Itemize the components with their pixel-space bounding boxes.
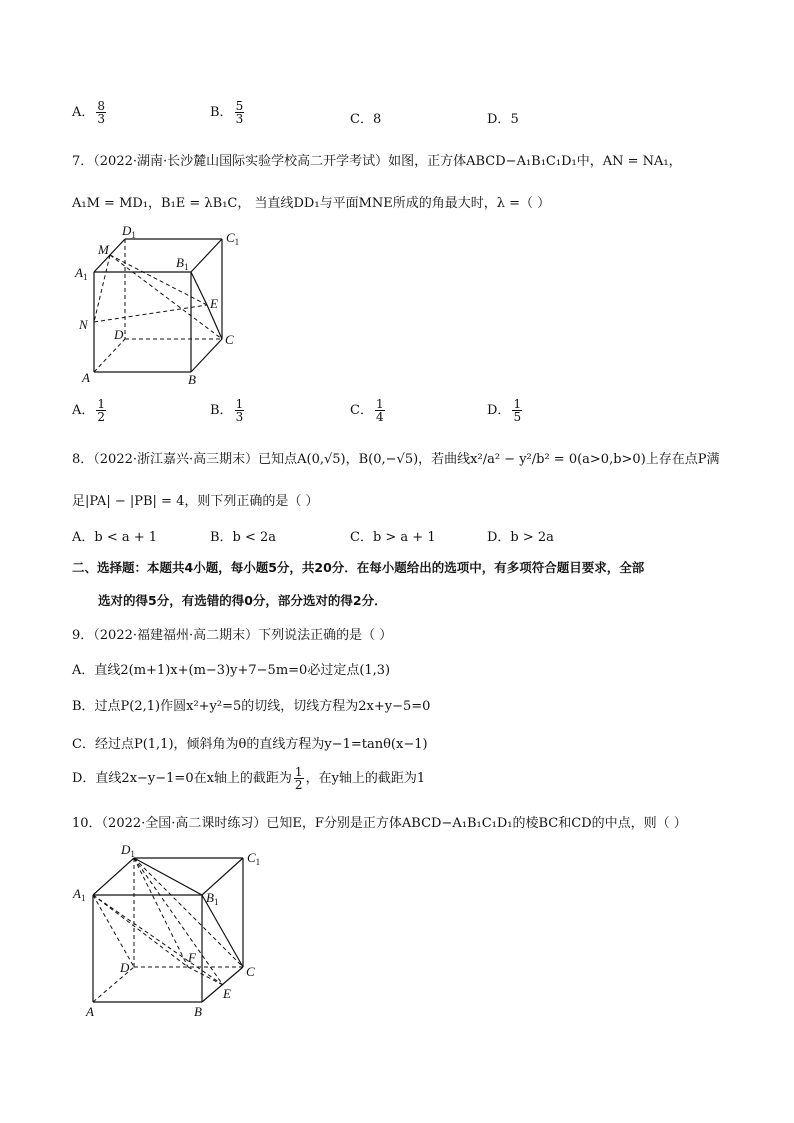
q7-label-c1: $C_1$ [226,230,240,247]
q10-label-d1: $D_1$ [121,842,135,859]
q10-stem: 10．（2022·全国·高二课时练习）已知E，F分别是正方体ABCD−A₁B₁C₁D₁的棱BC和CD的中点，则（ ） [72,816,687,831]
q7-stem-line1: 7．（2022·湖南·长沙麓山国际实验学校高二开学考试）如图，正方体ABCD−A₁B₁C₁D₁中，AN = NA₁， [72,154,682,169]
q10-label-a1: $A_1$ [73,886,86,903]
q10-cube-figure [68,840,268,1020]
q8-option-a: A．b < a + 1 [72,530,158,545]
q10-label-b1: $B_1$ [206,890,219,907]
q8-option-b: B．b < 2a [210,530,277,545]
section2-heading-line1: 二、选择题：本题共4小题，每小题5分，共20分．在每小题给出的选项中，有多项符合题目要求，全部 [72,560,645,575]
q9-option-d: D．直线2x−y−1=0在x轴上的截距为 $\frac{1}{2}$ ，在y轴上的截距为1 [72,765,426,792]
q9-option-b: B．过点P(2,1)作圆x²+y²=5的切线，切线方程为2x+y−5=0 [72,699,431,714]
q10-label-a: A [86,1004,94,1019]
q8-option-c: C．b > a + 1 [350,530,436,545]
q8-stem-line2: 足|PA| − |PB| = 4，则下列正确的是（ ） [72,494,319,509]
q10-label-e: E [223,986,231,1001]
q8-option-d: D．b > 2a [487,530,554,545]
q10-label-c1: $C_1$ [247,850,261,867]
q9-option-a: A．直线2(m+1)x+(m−3)y+7−5m=0必过定点(1,3) [72,663,391,678]
q7-label-d: D [114,327,124,342]
q10-label-d: D [120,960,130,975]
q10-label-b: B [194,1004,202,1019]
q7-label-n: N [79,317,88,332]
q7-option-a: A． $\frac{1}{2}$ [72,397,106,424]
q6-option-b: B． $\frac{5}{3}$ [210,99,244,126]
section2-heading-line2: 选对的得5分，有选错的得0分，部分选对的得2分． [98,593,387,608]
q6-option-d: D．5 [487,112,519,127]
q7-label-b: B [188,372,196,387]
q7-option-c: C． $\frac{1}{4}$ [350,397,384,424]
q7-label-a1: $A_1$ [75,265,88,282]
q9-option-c: C．经过点P(1,1)，倾斜角为θ的直线方程为y−1=tanθ(x−1) [72,737,428,752]
q6-option-c: C．8 [350,112,382,127]
q9-stem: 9．（2022·福建福州·高二期末）下列说法正确的是（ ） [72,628,393,643]
q7-stem-line2: A₁M = MD₁，B₁E = λB₁C， 当直线DD₁与平面MNE所成的角最大时，λ =（ ） [72,196,551,211]
q7-option-b: B． $\frac{1}{3}$ [210,397,244,424]
q7-label-c: C [225,332,234,347]
q8-stem-line1: 8．（2022·浙江嘉兴·高三期末）已知点A(0,√5)，B(0,−√5)，若曲线x²/a² − y²/b² = 0(a>0,b>0)上存在点P满 [72,452,720,467]
q7-label-m: M [98,242,109,257]
q7-label-b1: $B_1$ [176,255,189,272]
q6-option-a: A． $\frac{8}{3}$ [72,99,106,126]
q7-label-d1: $D_1$ [122,223,136,240]
q10-label-c: C [246,964,255,979]
q7-label-a: A [82,370,90,385]
q10-label-f: F [188,950,196,965]
q7-cube-figure [70,222,260,392]
q7-option-d: D． $\frac{1}{5}$ [487,397,522,424]
q7-label-e: E [210,296,218,311]
